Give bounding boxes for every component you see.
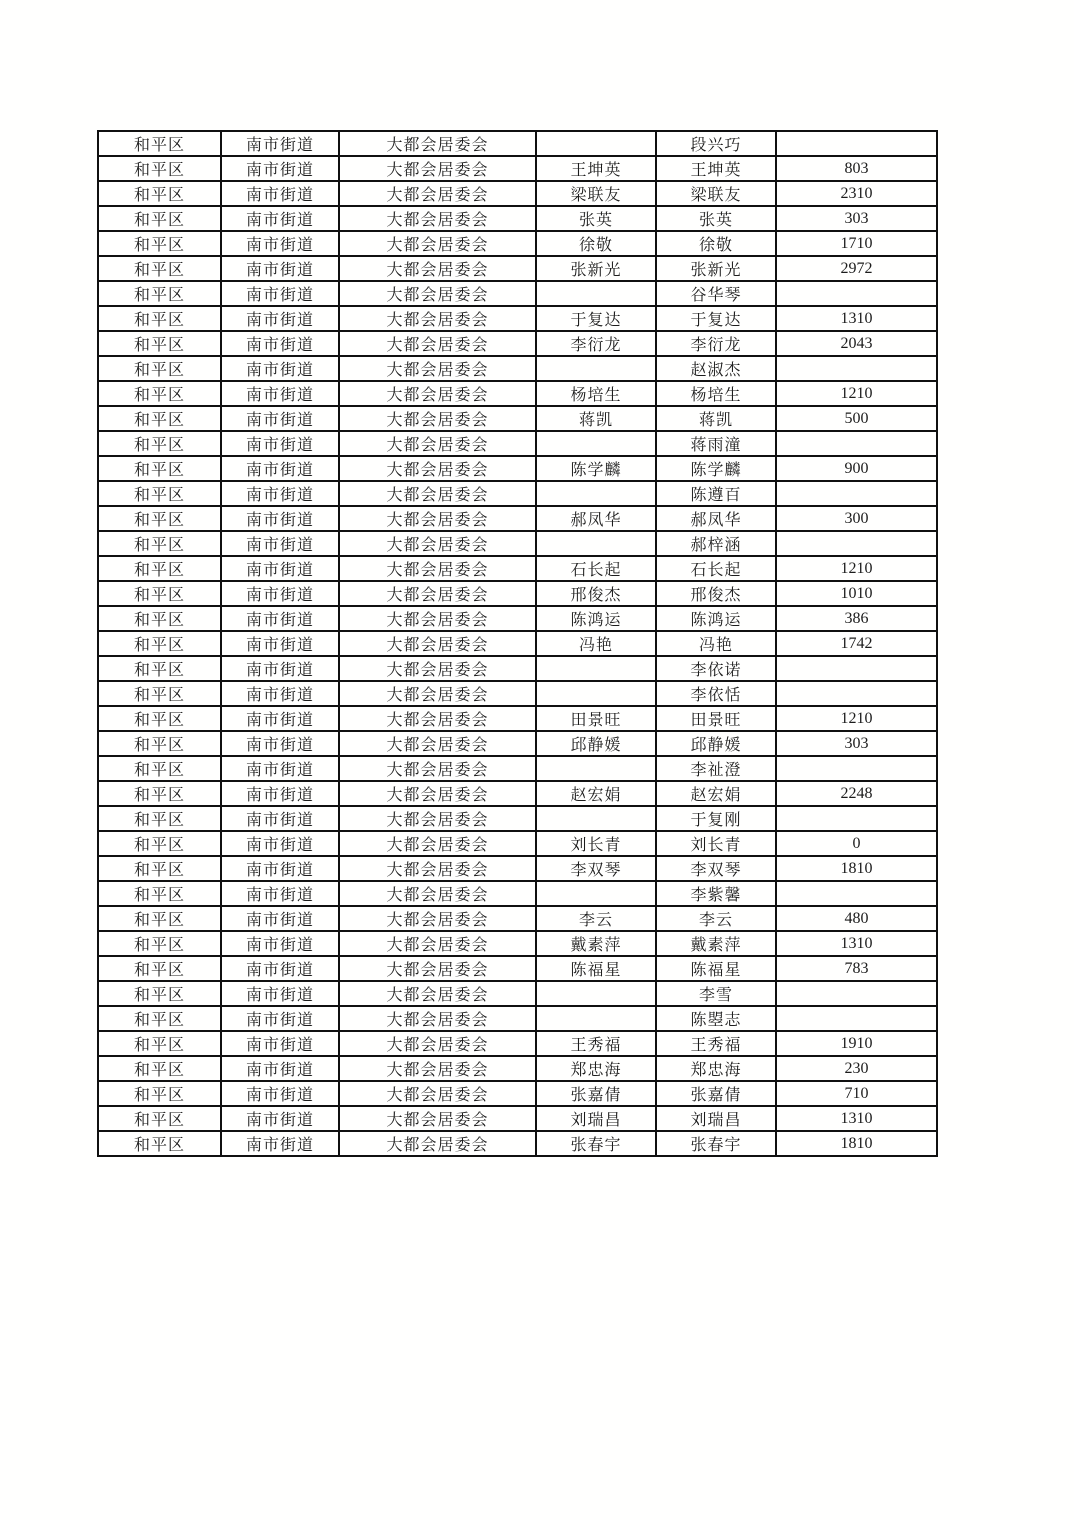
cell-amount bbox=[776, 881, 937, 906]
cell-subdistrict: 南市街道 bbox=[221, 556, 339, 581]
cell-name-1: 冯艳 bbox=[536, 631, 656, 656]
cell-committee: 大都会居委会 bbox=[339, 531, 536, 556]
table-row bbox=[98, 181, 937, 206]
cell-name-2: 张新光 bbox=[656, 256, 776, 281]
cell-name-1: 张英 bbox=[536, 206, 656, 231]
cell-name-2: 赵淑杰 bbox=[656, 356, 776, 381]
cell-committee: 大都会居委会 bbox=[339, 281, 536, 306]
cell-name-2: 于复刚 bbox=[656, 806, 776, 831]
cell-district: 和平区 bbox=[98, 881, 221, 906]
cell-name-2: 谷华琴 bbox=[656, 281, 776, 306]
cell-amount: 783 bbox=[776, 956, 937, 981]
cell-name-1: 田景旺 bbox=[536, 706, 656, 731]
cell-district: 和平区 bbox=[98, 756, 221, 781]
cell-name-2: 王秀福 bbox=[656, 1031, 776, 1056]
cell-name-1: 李云 bbox=[536, 906, 656, 931]
cell-amount: 1210 bbox=[776, 706, 937, 731]
table-row bbox=[98, 681, 937, 706]
cell-district: 和平区 bbox=[98, 606, 221, 631]
cell-name-1 bbox=[536, 431, 656, 456]
cell-district: 和平区 bbox=[98, 281, 221, 306]
cell-name-2: 郑忠海 bbox=[656, 1056, 776, 1081]
cell-committee: 大都会居委会 bbox=[339, 731, 536, 756]
cell-name-1: 赵宏娟 bbox=[536, 781, 656, 806]
cell-subdistrict: 南市街道 bbox=[221, 181, 339, 206]
cell-amount: 1010 bbox=[776, 581, 937, 606]
cell-name-2: 李祉澄 bbox=[656, 756, 776, 781]
cell-name-1: 徐敬 bbox=[536, 231, 656, 256]
table-row bbox=[98, 206, 937, 231]
cell-committee: 大都会居委会 bbox=[339, 231, 536, 256]
cell-name-1 bbox=[536, 531, 656, 556]
cell-committee: 大都会居委会 bbox=[339, 1106, 536, 1131]
cell-name-2: 刘瑞昌 bbox=[656, 1106, 776, 1131]
cell-committee: 大都会居委会 bbox=[339, 331, 536, 356]
cell-name-2: 蒋凯 bbox=[656, 406, 776, 431]
cell-committee: 大都会居委会 bbox=[339, 856, 536, 881]
table-body bbox=[98, 131, 937, 1156]
cell-amount: 300 bbox=[776, 506, 937, 531]
cell-district: 和平区 bbox=[98, 556, 221, 581]
cell-subdistrict: 南市街道 bbox=[221, 706, 339, 731]
cell-district: 和平区 bbox=[98, 931, 221, 956]
cell-amount: 303 bbox=[776, 731, 937, 756]
cell-district: 和平区 bbox=[98, 1131, 221, 1156]
table-row bbox=[98, 481, 937, 506]
cell-amount: 0 bbox=[776, 831, 937, 856]
table-row bbox=[98, 956, 937, 981]
cell-subdistrict: 南市街道 bbox=[221, 356, 339, 381]
cell-amount bbox=[776, 806, 937, 831]
cell-committee: 大都会居委会 bbox=[339, 506, 536, 531]
cell-subdistrict: 南市街道 bbox=[221, 481, 339, 506]
cell-name-2: 蒋雨潼 bbox=[656, 431, 776, 456]
cell-district: 和平区 bbox=[98, 381, 221, 406]
cell-district: 和平区 bbox=[98, 956, 221, 981]
cell-subdistrict: 南市街道 bbox=[221, 831, 339, 856]
cell-district: 和平区 bbox=[98, 1056, 221, 1081]
cell-name-1 bbox=[536, 881, 656, 906]
cell-amount: 1310 bbox=[776, 931, 937, 956]
table-row bbox=[98, 931, 937, 956]
cell-subdistrict: 南市街道 bbox=[221, 131, 339, 156]
cell-committee: 大都会居委会 bbox=[339, 181, 536, 206]
cell-name-1: 陈学麟 bbox=[536, 456, 656, 481]
table-row bbox=[98, 406, 937, 431]
cell-name-2: 张春宇 bbox=[656, 1131, 776, 1156]
cell-name-1 bbox=[536, 981, 656, 1006]
cell-name-2: 于复达 bbox=[656, 306, 776, 331]
cell-name-1 bbox=[536, 131, 656, 156]
cell-district: 和平区 bbox=[98, 356, 221, 381]
cell-name-1: 王秀福 bbox=[536, 1031, 656, 1056]
cell-name-1: 石长起 bbox=[536, 556, 656, 581]
cell-subdistrict: 南市街道 bbox=[221, 981, 339, 1006]
cell-committee: 大都会居委会 bbox=[339, 156, 536, 181]
table-row bbox=[98, 256, 937, 281]
cell-name-2: 王坤英 bbox=[656, 156, 776, 181]
cell-name-1: 张新光 bbox=[536, 256, 656, 281]
cell-subdistrict: 南市街道 bbox=[221, 581, 339, 606]
cell-subdistrict: 南市街道 bbox=[221, 881, 339, 906]
cell-name-2: 邱静媛 bbox=[656, 731, 776, 756]
cell-amount: 1810 bbox=[776, 1131, 937, 1156]
table-row bbox=[98, 1056, 937, 1081]
cell-subdistrict: 南市街道 bbox=[221, 656, 339, 681]
cell-name-1: 蒋凯 bbox=[536, 406, 656, 431]
cell-name-1: 张春宇 bbox=[536, 1131, 656, 1156]
cell-amount bbox=[776, 281, 937, 306]
table-row bbox=[98, 1106, 937, 1131]
cell-name-2: 李云 bbox=[656, 906, 776, 931]
cell-amount bbox=[776, 681, 937, 706]
cell-name-1 bbox=[536, 481, 656, 506]
cell-district: 和平区 bbox=[98, 1031, 221, 1056]
table-row bbox=[98, 281, 937, 306]
cell-name-2: 陈学麟 bbox=[656, 456, 776, 481]
cell-subdistrict: 南市街道 bbox=[221, 456, 339, 481]
cell-name-1 bbox=[536, 1006, 656, 1031]
cell-committee: 大都会居委会 bbox=[339, 256, 536, 281]
table-row bbox=[98, 1006, 937, 1031]
cell-committee: 大都会居委会 bbox=[339, 656, 536, 681]
cell-subdistrict: 南市街道 bbox=[221, 1081, 339, 1106]
cell-district: 和平区 bbox=[98, 806, 221, 831]
cell-name-2: 石长起 bbox=[656, 556, 776, 581]
cell-name-2: 郝凤华 bbox=[656, 506, 776, 531]
cell-name-2: 陈鸿运 bbox=[656, 606, 776, 631]
cell-subdistrict: 南市街道 bbox=[221, 756, 339, 781]
cell-committee: 大都会居委会 bbox=[339, 981, 536, 1006]
cell-district: 和平区 bbox=[98, 706, 221, 731]
cell-amount: 1310 bbox=[776, 1106, 937, 1131]
cell-committee: 大都会居委会 bbox=[339, 406, 536, 431]
cell-amount: 900 bbox=[776, 456, 937, 481]
cell-name-2: 李依恬 bbox=[656, 681, 776, 706]
cell-amount bbox=[776, 356, 937, 381]
cell-committee: 大都会居委会 bbox=[339, 556, 536, 581]
cell-committee: 大都会居委会 bbox=[339, 456, 536, 481]
cell-subdistrict: 南市街道 bbox=[221, 1106, 339, 1131]
table-row bbox=[98, 631, 937, 656]
cell-name-2: 陈福星 bbox=[656, 956, 776, 981]
cell-name-2: 李依诺 bbox=[656, 656, 776, 681]
table-row bbox=[98, 506, 937, 531]
cell-district: 和平区 bbox=[98, 481, 221, 506]
cell-name-1: 陈福星 bbox=[536, 956, 656, 981]
cell-name-1: 刘瑞昌 bbox=[536, 1106, 656, 1131]
cell-district: 和平区 bbox=[98, 131, 221, 156]
cell-name-1 bbox=[536, 281, 656, 306]
cell-subdistrict: 南市街道 bbox=[221, 306, 339, 331]
cell-district: 和平区 bbox=[98, 781, 221, 806]
cell-name-2: 段兴巧 bbox=[656, 131, 776, 156]
cell-subdistrict: 南市街道 bbox=[221, 1056, 339, 1081]
table-row bbox=[98, 981, 937, 1006]
cell-district: 和平区 bbox=[98, 1106, 221, 1131]
cell-district: 和平区 bbox=[98, 506, 221, 531]
cell-subdistrict: 南市街道 bbox=[221, 931, 339, 956]
table-row bbox=[98, 606, 937, 631]
cell-name-2: 李双琴 bbox=[656, 856, 776, 881]
cell-name-1: 郑忠海 bbox=[536, 1056, 656, 1081]
cell-amount: 1710 bbox=[776, 231, 937, 256]
cell-name-2: 冯艳 bbox=[656, 631, 776, 656]
cell-name-1 bbox=[536, 681, 656, 706]
table-row bbox=[98, 131, 937, 156]
cell-amount: 1910 bbox=[776, 1031, 937, 1056]
cell-amount: 2043 bbox=[776, 331, 937, 356]
cell-district: 和平区 bbox=[98, 1081, 221, 1106]
table-row bbox=[98, 656, 937, 681]
cell-name-2: 刘长青 bbox=[656, 831, 776, 856]
cell-amount: 1310 bbox=[776, 306, 937, 331]
cell-amount: 480 bbox=[776, 906, 937, 931]
cell-amount: 803 bbox=[776, 156, 937, 181]
cell-subdistrict: 南市街道 bbox=[221, 1031, 339, 1056]
cell-subdistrict: 南市街道 bbox=[221, 856, 339, 881]
cell-name-1: 邢俊杰 bbox=[536, 581, 656, 606]
cell-subdistrict: 南市街道 bbox=[221, 506, 339, 531]
cell-name-1 bbox=[536, 756, 656, 781]
cell-district: 和平区 bbox=[98, 156, 221, 181]
cell-district: 和平区 bbox=[98, 856, 221, 881]
table-row bbox=[98, 356, 937, 381]
cell-subdistrict: 南市街道 bbox=[221, 406, 339, 431]
cell-district: 和平区 bbox=[98, 306, 221, 331]
cell-subdistrict: 南市街道 bbox=[221, 906, 339, 931]
table-row bbox=[98, 431, 937, 456]
cell-name-1: 刘长青 bbox=[536, 831, 656, 856]
table-row bbox=[98, 156, 937, 181]
cell-amount: 1210 bbox=[776, 556, 937, 581]
cell-name-1 bbox=[536, 806, 656, 831]
cell-name-2: 戴素萍 bbox=[656, 931, 776, 956]
cell-name-2: 赵宏娟 bbox=[656, 781, 776, 806]
cell-amount: 303 bbox=[776, 206, 937, 231]
cell-committee: 大都会居委会 bbox=[339, 1131, 536, 1156]
cell-district: 和平区 bbox=[98, 431, 221, 456]
cell-subdistrict: 南市街道 bbox=[221, 281, 339, 306]
cell-committee: 大都会居委会 bbox=[339, 806, 536, 831]
cell-name-2: 张嘉倩 bbox=[656, 1081, 776, 1106]
cell-committee: 大都会居委会 bbox=[339, 431, 536, 456]
table-row bbox=[98, 231, 937, 256]
cell-subdistrict: 南市街道 bbox=[221, 1131, 339, 1156]
cell-committee: 大都会居委会 bbox=[339, 881, 536, 906]
cell-district: 和平区 bbox=[98, 981, 221, 1006]
cell-name-1: 邱静媛 bbox=[536, 731, 656, 756]
cell-name-2: 李紫馨 bbox=[656, 881, 776, 906]
cell-district: 和平区 bbox=[98, 231, 221, 256]
cell-district: 和平区 bbox=[98, 181, 221, 206]
cell-district: 和平区 bbox=[98, 406, 221, 431]
table-row bbox=[98, 731, 937, 756]
table-row bbox=[98, 781, 937, 806]
cell-name-1: 陈鸿运 bbox=[536, 606, 656, 631]
cell-committee: 大都会居委会 bbox=[339, 481, 536, 506]
cell-name-2: 郝梓涵 bbox=[656, 531, 776, 556]
cell-amount: 1810 bbox=[776, 856, 937, 881]
cell-committee: 大都会居委会 bbox=[339, 931, 536, 956]
cell-name-2: 徐敬 bbox=[656, 231, 776, 256]
cell-amount: 2248 bbox=[776, 781, 937, 806]
cell-name-2: 陈遵百 bbox=[656, 481, 776, 506]
cell-amount bbox=[776, 431, 937, 456]
table-row bbox=[98, 1031, 937, 1056]
cell-name-2: 田景旺 bbox=[656, 706, 776, 731]
cell-name-1: 郝凤华 bbox=[536, 506, 656, 531]
cell-amount bbox=[776, 656, 937, 681]
cell-committee: 大都会居委会 bbox=[339, 756, 536, 781]
cell-subdistrict: 南市街道 bbox=[221, 956, 339, 981]
table-row bbox=[98, 706, 937, 731]
cell-amount: 230 bbox=[776, 1056, 937, 1081]
cell-amount bbox=[776, 756, 937, 781]
cell-name-2: 邢俊杰 bbox=[656, 581, 776, 606]
cell-name-1: 张嘉倩 bbox=[536, 1081, 656, 1106]
cell-name-1: 戴素萍 bbox=[536, 931, 656, 956]
table-row bbox=[98, 756, 937, 781]
cell-district: 和平区 bbox=[98, 631, 221, 656]
table-row bbox=[98, 856, 937, 881]
table-row bbox=[98, 831, 937, 856]
cell-committee: 大都会居委会 bbox=[339, 706, 536, 731]
cell-committee: 大都会居委会 bbox=[339, 381, 536, 406]
cell-committee: 大都会居委会 bbox=[339, 356, 536, 381]
cell-district: 和平区 bbox=[98, 256, 221, 281]
table-row bbox=[98, 1131, 937, 1156]
table-row bbox=[98, 881, 937, 906]
cell-committee: 大都会居委会 bbox=[339, 781, 536, 806]
cell-subdistrict: 南市街道 bbox=[221, 781, 339, 806]
cell-amount bbox=[776, 131, 937, 156]
cell-name-1 bbox=[536, 656, 656, 681]
cell-committee: 大都会居委会 bbox=[339, 131, 536, 156]
cell-amount: 1210 bbox=[776, 381, 937, 406]
cell-amount: 710 bbox=[776, 1081, 937, 1106]
cell-amount bbox=[776, 1006, 937, 1031]
cell-subdistrict: 南市街道 bbox=[221, 606, 339, 631]
data-table bbox=[97, 130, 938, 1157]
cell-subdistrict: 南市街道 bbox=[221, 206, 339, 231]
cell-name-1: 梁联友 bbox=[536, 181, 656, 206]
cell-amount: 386 bbox=[776, 606, 937, 631]
cell-subdistrict: 南市街道 bbox=[221, 731, 339, 756]
cell-district: 和平区 bbox=[98, 456, 221, 481]
cell-committee: 大都会居委会 bbox=[339, 1006, 536, 1031]
cell-subdistrict: 南市街道 bbox=[221, 381, 339, 406]
cell-committee: 大都会居委会 bbox=[339, 831, 536, 856]
cell-district: 和平区 bbox=[98, 531, 221, 556]
cell-name-2: 陈曌志 bbox=[656, 1006, 776, 1031]
cell-committee: 大都会居委会 bbox=[339, 606, 536, 631]
cell-name-1: 李双琴 bbox=[536, 856, 656, 881]
cell-name-2: 李衍龙 bbox=[656, 331, 776, 356]
cell-subdistrict: 南市街道 bbox=[221, 1006, 339, 1031]
cell-name-1: 于复达 bbox=[536, 306, 656, 331]
cell-subdistrict: 南市街道 bbox=[221, 681, 339, 706]
cell-amount: 2310 bbox=[776, 181, 937, 206]
cell-subdistrict: 南市街道 bbox=[221, 531, 339, 556]
cell-committee: 大都会居委会 bbox=[339, 1056, 536, 1081]
cell-subdistrict: 南市街道 bbox=[221, 806, 339, 831]
cell-name-1: 杨培生 bbox=[536, 381, 656, 406]
cell-district: 和平区 bbox=[98, 656, 221, 681]
cell-name-2: 张英 bbox=[656, 206, 776, 231]
cell-subdistrict: 南市街道 bbox=[221, 156, 339, 181]
cell-subdistrict: 南市街道 bbox=[221, 331, 339, 356]
cell-subdistrict: 南市街道 bbox=[221, 631, 339, 656]
cell-district: 和平区 bbox=[98, 681, 221, 706]
table-row bbox=[98, 906, 937, 931]
cell-name-2: 梁联友 bbox=[656, 181, 776, 206]
table-row bbox=[98, 381, 937, 406]
cell-committee: 大都会居委会 bbox=[339, 906, 536, 931]
cell-name-1 bbox=[536, 356, 656, 381]
cell-committee: 大都会居委会 bbox=[339, 1081, 536, 1106]
table-row bbox=[98, 581, 937, 606]
cell-committee: 大都会居委会 bbox=[339, 1031, 536, 1056]
table-row bbox=[98, 556, 937, 581]
cell-name-1: 王坤英 bbox=[536, 156, 656, 181]
cell-amount: 1742 bbox=[776, 631, 937, 656]
table-row bbox=[98, 456, 937, 481]
cell-subdistrict: 南市街道 bbox=[221, 256, 339, 281]
cell-district: 和平区 bbox=[98, 581, 221, 606]
cell-amount bbox=[776, 531, 937, 556]
table-row bbox=[98, 331, 937, 356]
cell-committee: 大都会居委会 bbox=[339, 206, 536, 231]
table-row bbox=[98, 531, 937, 556]
cell-district: 和平区 bbox=[98, 331, 221, 356]
cell-district: 和平区 bbox=[98, 1006, 221, 1031]
cell-committee: 大都会居委会 bbox=[339, 306, 536, 331]
cell-committee: 大都会居委会 bbox=[339, 631, 536, 656]
cell-name-1: 李衍龙 bbox=[536, 331, 656, 356]
cell-committee: 大都会居委会 bbox=[339, 581, 536, 606]
cell-district: 和平区 bbox=[98, 906, 221, 931]
cell-amount bbox=[776, 481, 937, 506]
cell-name-2: 杨培生 bbox=[656, 381, 776, 406]
table-row bbox=[98, 306, 937, 331]
cell-district: 和平区 bbox=[98, 206, 221, 231]
cell-subdistrict: 南市街道 bbox=[221, 231, 339, 256]
cell-amount: 2972 bbox=[776, 256, 937, 281]
cell-committee: 大都会居委会 bbox=[339, 956, 536, 981]
cell-amount: 500 bbox=[776, 406, 937, 431]
cell-name-2: 李雪 bbox=[656, 981, 776, 1006]
cell-amount bbox=[776, 981, 937, 1006]
cell-district: 和平区 bbox=[98, 731, 221, 756]
cell-committee: 大都会居委会 bbox=[339, 681, 536, 706]
table-row bbox=[98, 1081, 937, 1106]
cell-subdistrict: 南市街道 bbox=[221, 431, 339, 456]
table-row bbox=[98, 806, 937, 831]
cell-district: 和平区 bbox=[98, 831, 221, 856]
